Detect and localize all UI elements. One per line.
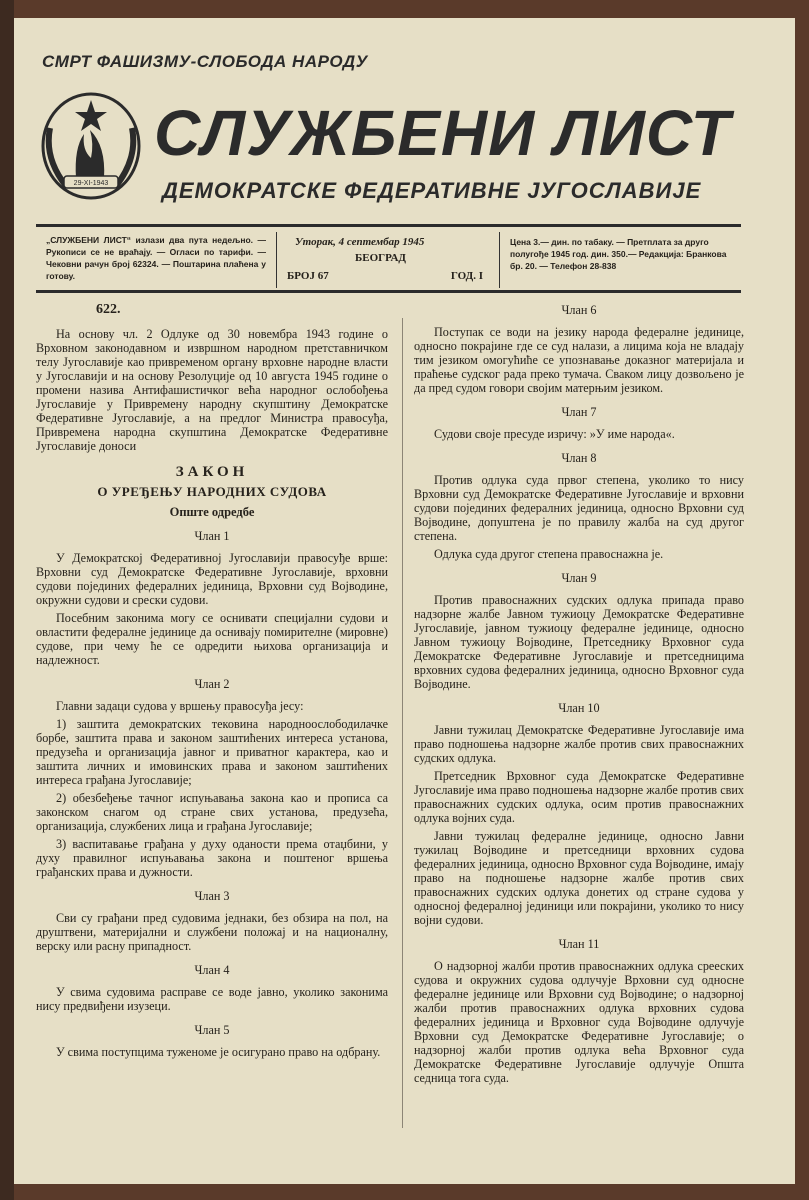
article-9-p1: Против правоснажних судских одлука припада право надзорне жалбе Јавном тужиоцу Демократске Федеративне Југославије, јавном тужиоцу федералне јединице, односно Јавном тужиоцу Војводине, Претседнику Врховног суда Демократске Федеративне Југославије и претседницима врховних судова федералних јединица, односно Врховног суда Војводине. xyxy=(414,593,744,691)
law-subtitle: О УРЕЂЕЊУ НАРОДНИХ СУДОВА xyxy=(97,484,327,499)
article-7-p1: Судови своје пресуде изричу: »У име народа«. xyxy=(434,427,675,441)
law-title: ЗАКОН xyxy=(175,464,249,480)
article-5-p1: У свима поступцима туженоме је осигурано право на одбрану. xyxy=(56,1045,381,1059)
article-3-heading: Члан 3 xyxy=(194,889,230,903)
act-number: 622. xyxy=(96,302,121,317)
article-10-p1: Јавни тужилац Демократске Федеративне Југославије има право подношења надзорне жалбе против свих правоснажних судских одлука. xyxy=(414,723,744,765)
article-1-heading: Члан 1 xyxy=(194,529,230,543)
article-5-heading: Члан 5 xyxy=(194,1023,230,1037)
issue-city: БЕОГРАД xyxy=(355,252,406,264)
article-8-p1: Против одлука суда првог степена, уколико то нису Врховни суд Демократске Федеративне Југославије и врховни судови појединих федералних јединица, односно Врховни суд Војводине, допуштена је по правилу жалба на суд другог степена. xyxy=(414,473,744,543)
slogan: СМРТ ФАШИЗМУ-СЛОБОДА НАРОДУ xyxy=(42,52,368,71)
article-3-p1: Сви су грађани пред судовима једнаки, без обзира на пол, на друштвени, материјални и службени положај и на националну, верску или расну припадност. xyxy=(36,911,388,953)
issue-number: БРОЈ 67 xyxy=(287,270,329,282)
article-2-p1: 1) заштита демократских тековина народноослободилачке борбе, заштита права и законом заштићених интереса установа, предузећа и организација јавног и приватног карактера, као и заштита личних и имовинских права и законом заштићених интереса грађана Југославије; xyxy=(36,717,388,787)
article-4-heading: Члан 4 xyxy=(194,963,230,977)
article-1-p1: У Демократској Федеративној Југославији правосуђе врше: Врховни суд Демократске Федеративне Југославије, врховни судови појединих федералних јединица, Врховни суд Војводине, окружни судови и срески судови. xyxy=(36,551,388,607)
masthead-title: СЛУЖБЕНИ ЛИСТ xyxy=(154,97,731,169)
right-column xyxy=(414,303,744,1089)
issue-year: ГОД. I xyxy=(450,270,483,282)
article-10-p3: Јавни тужилац федералне јединице, односно Јавни тужилац Војводине и претседници врховних судова федералних јединица, односно Врховног суда Војводине, имају право на подношење надзорне жалбе против свих правоснажних судских одлука донетих од стране судова у односној федералној јединици или покрајини, уколико то нису војни судови. xyxy=(414,829,744,927)
article-9-heading: Члан 9 xyxy=(561,571,597,585)
article-8-heading: Члан 8 xyxy=(561,451,597,465)
article-4-p1: У свима судовима расправе се воде јавно, уколико законима нису предвиђени изузеци. xyxy=(36,985,388,1013)
article-7-heading: Члан 7 xyxy=(561,405,597,419)
article-10-p2: Претседник Врховног суда Демократске Федеративне Југославије има право подношења надзорне жалбе против свих правоснажних судских одлука, осим против правоснажних одлука војних суда. xyxy=(414,769,744,825)
page-edge xyxy=(0,0,14,1200)
newspaper-page xyxy=(14,18,795,1184)
emblem-date: 29-XI-1943 xyxy=(73,180,109,187)
left-column xyxy=(36,303,388,1063)
article-6-p1: Поступак се води на језику народа федералне јединице, односно покрајине где се суд налази, а лицима која не владају тим језиком омогућиће се упознавање доказног материјала и праћење судског рада преко тумача. Сваком лицу дозвољено је да пред судом говори својим матерњим језиком. xyxy=(414,325,744,395)
section-heading: Опште одредбе xyxy=(169,505,255,519)
price-notice: Цена 3.— дин. по табаку. — Претплата за друго полугође 1945 год. дин. 350.— Редакција: Бранкова бр. 20. — Телефон 28-838 xyxy=(510,237,727,271)
article-6-heading: Члан 6 xyxy=(561,303,597,317)
article-2-p3: 3) васпитавање грађана у духу оданости према отаџбини, у духу правилног испуњавања закона и поштеног вршења грађанских права и дужности. xyxy=(36,837,388,879)
article-2-p0: Главни задаци судова у вршењу правосуђа јесу: xyxy=(56,699,304,713)
state-emblem-icon xyxy=(36,88,146,203)
article-1-p2: Посебним законима могу се оснивати специјални судови и овластити федералне јединице да оснивају помирителне (мировне) судове, при чему ће се одредити њихова организација и надлежност. xyxy=(36,611,388,667)
article-2-heading: Члан 2 xyxy=(194,677,230,691)
article-11-p1: О надзорној жалби против правоснажних одлука срееских судова и окружних судова одлучује Врховни суд односне федералне јединице или Врховни суд Војводине; о надзорној жалби против правоснажних одлука врховних судова федералних јединица и Врховног суда Војводине одлучује Врховни суд Демократске Федеративне Југославије; о надзорној жалби против одлука већа Врховног суда Демократске Федеративне Југославије одлучује Општа седница тога суда. xyxy=(414,959,744,1085)
publication-notice: „СЛУЖБЕНИ ЛИСТ“ излази два пута недељно. — Рукописи се не враћају. — Огласи по тарифи. — Чековни рачун број 62324. — Поштарина плаћена у готову. xyxy=(46,235,266,281)
masthead-subtitle: ДЕМОКРАТСКЕ ФЕДЕРАТИВНЕ ЈУГОСЛАВИЈЕ xyxy=(162,178,702,203)
info-bar xyxy=(36,232,741,292)
issue-box xyxy=(276,232,500,288)
article-8-p2: Одлука суда другог степена правоснажна је. xyxy=(434,547,664,561)
preamble: На основу чл. 2 Одлуке од 30 новембра 1943 године о Врховном законодавном и извршном народном претставничком телу Југославије као привременом органу врховне народне власти у Југославији и на основу Резолуције од 10 августа 1945 године о промени назива Антифашистичког већа народног ослобођења Југославије у Привремену народну скупштину Демократске Федеративне Југославије, а на предлог Министра правосуђа, Привремена народна скупштина Демократске Федеративне Југославије доноси xyxy=(36,327,388,453)
header-rule-bottom xyxy=(36,290,741,293)
column-divider xyxy=(402,318,403,1128)
issue-date: Уторак, 4 септембар 1945 xyxy=(295,236,425,248)
article-2-p2: 2) обезбеђење тачног испуњавања закона као и прописа са законском снагом од стране свих установа, предузећа, организација, службених лица и грађана Југославије; xyxy=(36,791,388,833)
header-rule-top xyxy=(36,224,741,227)
article-11-heading: Члан 11 xyxy=(558,937,600,951)
article-10-heading: Члан 10 xyxy=(558,701,600,715)
